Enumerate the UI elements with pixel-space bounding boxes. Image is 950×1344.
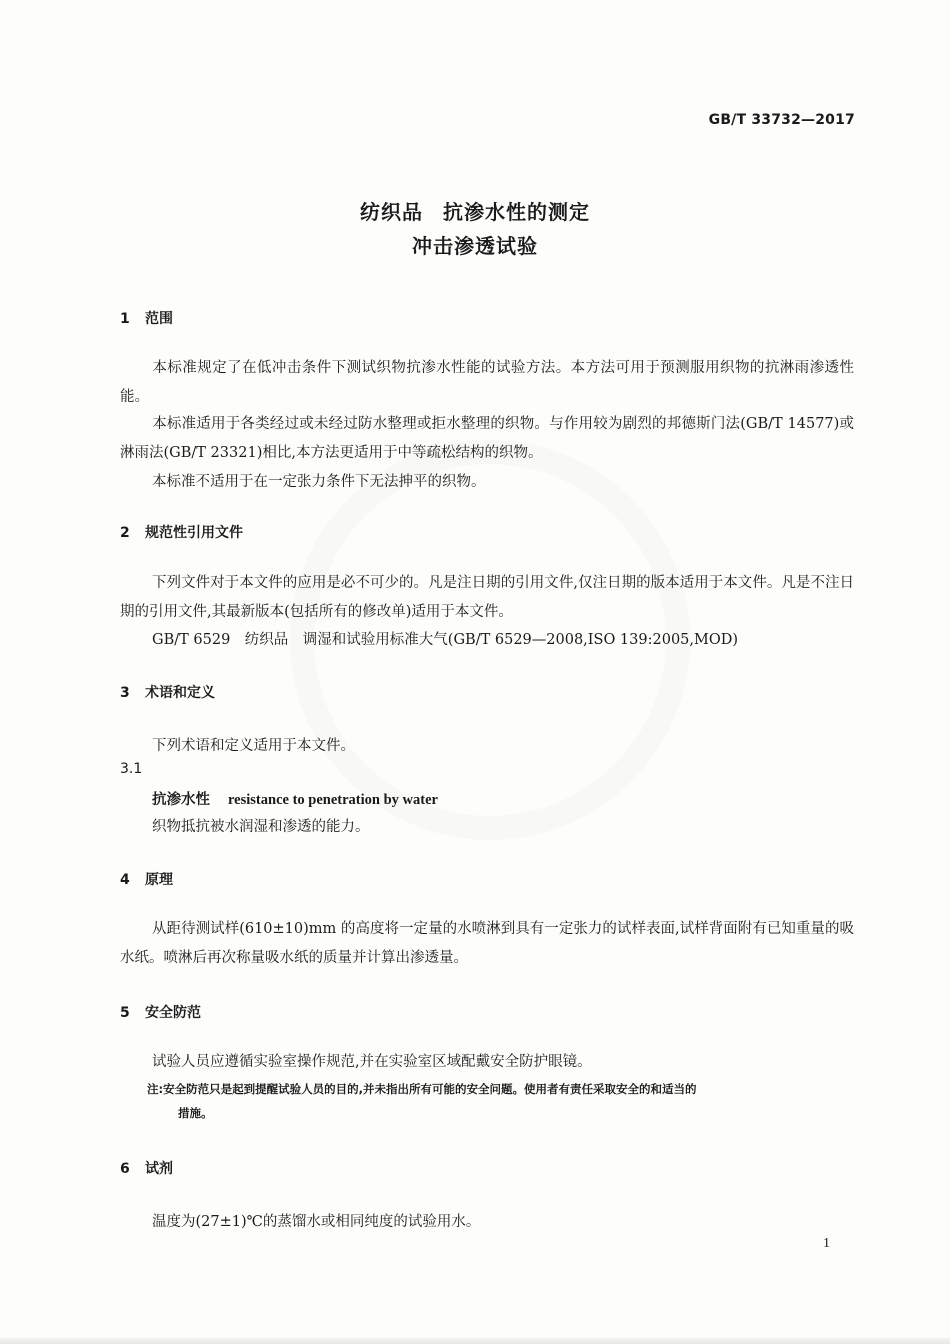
paragraph-scope-2: 本标准适用于各类经过或未经过防水整理或拒水整理的织物。与作用较为剧烈的邦德斯门法(GB/T 14577)或淋雨法(GB/T 23321)相比,本方法更适用于中等疏松结构的织物。: [120, 416, 854, 461]
paragraph-scope-3: 本标准不适用于在一定张力条件下无法抻平的织物。: [152, 474, 486, 490]
scan-edge-shadow: [0, 1338, 950, 1344]
section-heading-2: [120, 522, 243, 542]
paragraph-terms-intro: 下列术语和定义适用于本文件。: [152, 738, 355, 754]
term-chinese: 抗渗水性: [152, 791, 210, 808]
clause-number: 3.1: [120, 761, 143, 777]
section-heading-3: [120, 682, 215, 702]
paragraph-safety: 试验人员应遵循实验室操作规范,并在实验室区域配戴安全防护眼镜。: [152, 1054, 592, 1070]
section-number: 5: [120, 1005, 130, 1021]
section-number: 6: [120, 1161, 130, 1177]
paragraph-normative-refs: 下列文件对于本文件的应用是必不可少的。凡是注日期的引用文件,仅注日期的版本适用于本文件。凡是不注日期的引用文件,其最新版本(包括所有的修改单)适用于本文件。: [120, 575, 854, 620]
paragraph-scope-1: 本标准规定了在低冲击条件下测试织物抗渗水性能的试验方法。本方法可用于预测服用织物的抗淋雨渗透性能。: [120, 360, 854, 405]
title-part-1: 纺织品: [360, 200, 423, 224]
term-definition: 织物抵抗被水润湿和渗透的能力。: [152, 819, 370, 835]
safety-note: [147, 1077, 853, 1125]
section-title: 试剂: [145, 1161, 173, 1177]
document-title-line-2: 冲击渗透试验: [412, 234, 538, 258]
section-number: 1: [120, 311, 130, 327]
section-title: 原理: [145, 872, 173, 888]
note-text-line-1: 安全防范只是起到提醒试验人员的目的,并未指出所有可能的安全问题。使用者有责任采取安全的和适当的: [163, 1082, 697, 1096]
section-title: 范围: [145, 311, 173, 327]
section-number: 3: [120, 685, 130, 701]
section-number: 2: [120, 525, 130, 541]
term-entry: [152, 788, 438, 809]
note-text-line-2: 措施。: [178, 1106, 213, 1120]
section-number: 4: [120, 872, 130, 888]
section-heading-5: [120, 1002, 201, 1022]
normative-reference-item: GB/T 6529 纺织品 调湿和试验用标准大气(GB/T 6529—2008,ISO 139:2005,MOD): [152, 632, 739, 648]
paragraph-principle: 从距待测试样(610±10)mm 的高度将一定量的水喷淋到具有一定张力的试样表面,试样背面附有已知重量的吸水纸。喷淋后再次称量吸水纸的质量并计算出渗透量。: [120, 921, 854, 966]
page-number: 1: [823, 1236, 830, 1251]
section-title: 安全防范: [145, 1005, 201, 1021]
paragraph-reagents: 温度为(27±1)℃的蒸馏水或相同纯度的试验用水。: [152, 1214, 481, 1230]
section-title: 术语和定义: [145, 685, 215, 701]
standard-number: GB/T 33732—2017: [708, 112, 855, 128]
section-heading-4: [120, 869, 173, 889]
note-label: 注:: [147, 1082, 164, 1096]
section-title: 规范性引用文件: [145, 525, 243, 541]
title-part-2: 抗渗水性的测定: [443, 200, 590, 224]
term-english: resistance to penetration by water: [228, 792, 438, 808]
section-heading-1: [120, 308, 173, 328]
document-title-line-1: [0, 196, 950, 225]
section-heading-6: [120, 1158, 173, 1178]
